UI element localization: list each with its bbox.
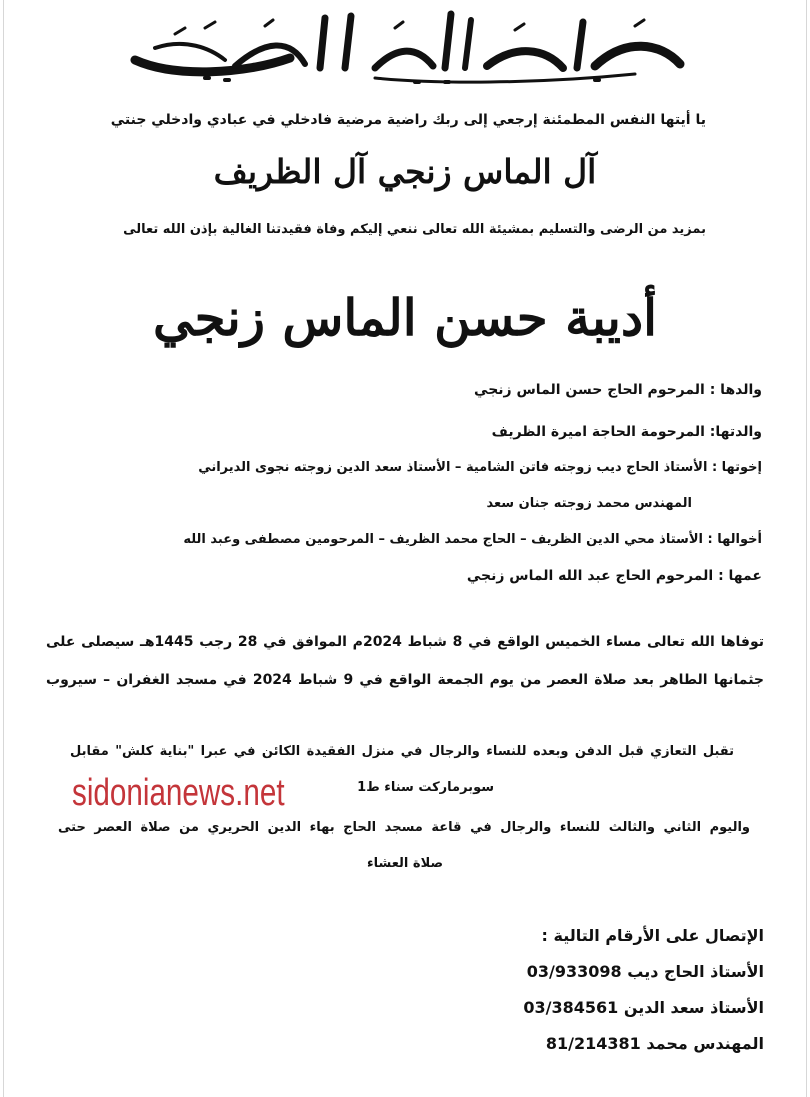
relative-siblings-continued: المهندس محمد زوجته جنان سعد	[486, 496, 692, 511]
calligraphy-image	[115, 8, 695, 88]
contact-entry: المهندس محمد 81/214381	[545, 1034, 764, 1053]
condolence-details-line: صلاة العشاء	[366, 856, 444, 871]
deceased-name: أديبة حسن الماس زنجي	[152, 288, 658, 347]
condolence-details-line: تقبل التعازي قبل الدفن وبعده للنساء والرجال في منزل الفقيدة الكائن في عبرا "بناية كلش" مقابل	[70, 744, 734, 759]
calligraphy-header	[115, 8, 695, 88]
contact-heading: الإتصال على الأرقام التالية :	[541, 926, 764, 945]
family-title: آل الماس زنجي آل الظريف	[213, 152, 597, 191]
contact-entry: الأستاذ الحاج ديب 03/933098	[526, 962, 764, 981]
condolence-details-line: سوبرماركت سناء ط1	[357, 780, 494, 795]
relative-paternal-uncle: عمها : المرحوم الحاج عبد الله الماس زنجي	[466, 568, 762, 584]
relative-siblings: إخوتها : الأستاذ الحاج ديب زوجته فاتن الشامية – الأستاذ سعد الدين زوجته نجوى الديراني	[198, 460, 762, 475]
condolence-details-line: واليوم الثاني والثالث للنساء والرجال في قاعة مسجد الحاج بهاء الدين الحريري من صلاة العصر حتى	[58, 820, 750, 835]
funeral-details-line: جثمانها الطاهر بعد صلاة العصر من يوم الجمعة الواقع في 9 شباط 2024 في مسجد الغفران – سيروب	[46, 672, 764, 688]
relative-father: والدها : المرحوم الحاج حسن الماس زنجي	[474, 382, 762, 398]
contact-entry: الأستاذ سعد الدين 03/384561	[523, 998, 764, 1017]
relative-mother: والدتها: المرحومة الحاجة اميرة الظريف	[491, 424, 762, 440]
relative-maternal-uncles: أخوالها : الأستاذ محي الدين الظريف – الحاج محمد الظريف – المرحومين مصطفى وعبد الله	[183, 532, 762, 547]
watermark: sidonianews.net	[72, 772, 285, 814]
announcement-intro: بمزيد من الرضى والتسليم بمشيئة الله تعالى ننعي إليكم وفاة فقيدتنا الغالية بإذن الله تعالى	[123, 222, 706, 237]
quran-verse: يا أيتها النفس المطمئنة إرجعي إلى ربك راضية مرضية فادخلي في عبادي وادخلي جنتي	[110, 112, 706, 128]
funeral-details-line: توفاها الله تعالى مساء الخميس الواقع في 8 شباط 2024م الموافق في 28 رجب 1445هـ سيصلى على	[46, 634, 764, 650]
